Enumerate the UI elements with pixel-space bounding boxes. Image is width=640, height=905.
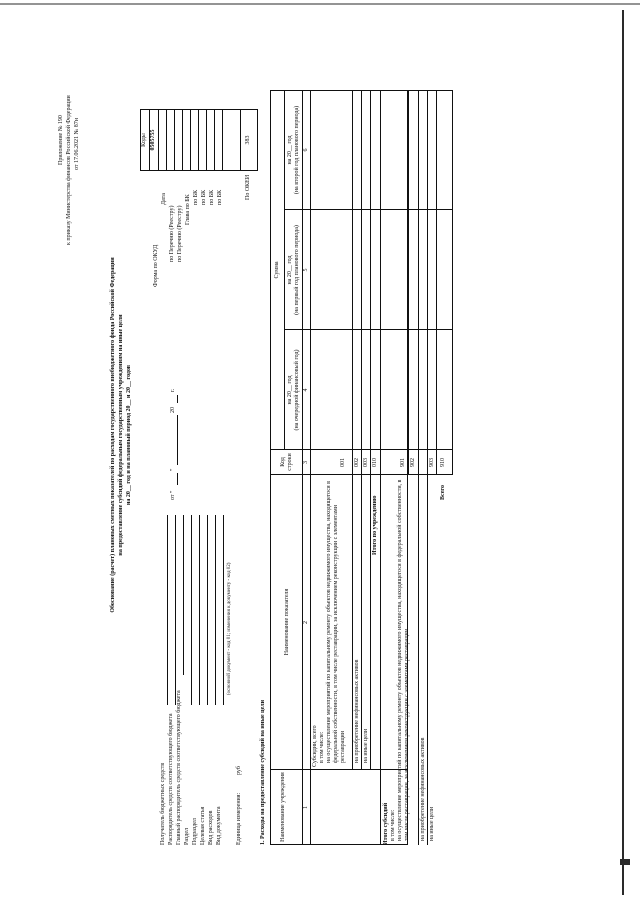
okud-label: Форма по ОКУД — [153, 244, 159, 287]
row-itogo-institution: Итого по учреждению — [372, 495, 378, 555]
date-suffix: г. — [170, 388, 176, 392]
order-line: к приказу Министерства финансов Российской Федерации — [66, 95, 72, 245]
code-903: 903 — [429, 458, 435, 467]
field-document-type: Вид документа — [216, 806, 222, 845]
field-distributor: Распорядитель средств соответствующего бюджета — [168, 713, 174, 845]
col-code: Код строки — [280, 453, 293, 471]
code-010: 010 — [372, 458, 378, 467]
date-code-label: Дата — [161, 193, 167, 205]
form-title-line3: на 20__ год и на плановый период 20__ и 20__ годов — [126, 364, 132, 506]
totals-table — [408, 90, 453, 475]
code-902: 902 — [410, 458, 416, 467]
bk-label-2: по БК — [201, 189, 207, 205]
num-col-2: 2 — [303, 621, 309, 624]
okei-label: По ОКЕИ — [245, 174, 251, 200]
col-institution: Наименование учреждения — [280, 772, 286, 842]
glava-label: Глава по БК — [185, 194, 191, 225]
okei-value: 383 — [245, 135, 251, 145]
col-year3: на 20__ год — [287, 135, 293, 165]
date-day-line — [177, 473, 178, 485]
section-1-title: 1. Расходы на предоставление субсидий на иные цели — [260, 699, 266, 845]
form-title-line2: на предоставление субсидий федеральным государственным учреждениям на иные цели — [118, 314, 124, 556]
field-recipient: Получатель бюджетных средств — [160, 762, 166, 845]
col-sum: Сумма — [274, 261, 280, 279]
field-expense-type: Вид расходов — [208, 810, 214, 845]
row-subsidies-total: Субсидии, всего — [312, 725, 318, 767]
field-main-distributor: Главный распорядитель средств соответствующего бюджета — [176, 690, 182, 845]
num-col-5: 5 — [303, 268, 309, 272]
field-target-article: Целевая статья — [200, 806, 206, 845]
num-col-3: 3 — [303, 461, 309, 464]
unit-label: Единица измерения: — [236, 792, 242, 845]
scan-mark — [620, 859, 630, 865]
perechen-label-2: по Перечню (Реестру) — [177, 205, 183, 262]
num-col-1: 1 — [303, 806, 309, 809]
date-mid: " — [170, 468, 176, 471]
num-col-4: 4 — [303, 388, 309, 392]
totals-capital-repair: на осуществление мероприятий по капитальному ремонту объектов недвижимого имущества, находящегося в федеральной собственности, в том числе реставрации, за исключением реконструкции с элементами реставрации — [397, 479, 410, 841]
date-prefix: от " — [170, 490, 176, 500]
unit-value: руб — [236, 766, 242, 775]
code-003: 003 — [363, 458, 369, 467]
codes-header: Коды — [141, 133, 147, 147]
col-indicator: Наименование показателя — [284, 588, 290, 656]
okud-value: 0505755 — [150, 129, 156, 151]
col-year2-note: (на первый год планового периода) — [294, 225, 300, 315]
scan-edge-right — [0, 3, 640, 5]
code-001: 001 — [340, 458, 346, 467]
code-002: 002 — [354, 458, 360, 467]
vsego-label: Всего — [440, 485, 446, 500]
date-year: 20 — [170, 407, 176, 413]
field-section: Раздел — [184, 828, 190, 845]
bk-label-4: по БК — [217, 189, 223, 205]
code-901: 901 — [400, 458, 406, 467]
form-title-line1: Обоснование (расчет) плановых сметных показателей по расходам государственного внебюджетного фонда Российской Федерации — [110, 257, 116, 613]
field-subsection: Подраздел — [192, 818, 198, 845]
date-year-line — [177, 395, 178, 403]
scan-edge-line — [622, 10, 624, 895]
totals-other: на иные цели — [429, 806, 435, 841]
appendix-number: Приложение № 190 — [58, 115, 64, 165]
col-year2: на 20__ год — [287, 255, 293, 285]
doc-type-note: (основной документ - код 01; изменения к документу - код 02) — [227, 562, 232, 695]
perechen-label-1: по Перечню (Реестру) — [169, 205, 175, 262]
col-year1: на 20__ год — [287, 375, 293, 405]
row-nonfinancial: на приобретение нефинансовых активов — [354, 659, 360, 763]
num-col-6: 6 — [303, 148, 309, 152]
row-capital-repair: на осуществление мероприятий по капитальному ремонту объектов недвижимого имущества, находящегося в федеральной собственности, в том числе реставрации, за исключением реконструкции с элементами реставрации — [326, 481, 346, 763]
bk-label-1: по БК — [193, 189, 199, 205]
totals-including: в том числе: — [390, 809, 396, 841]
col-year3-note: (на второй год планового периода) — [294, 105, 300, 195]
row-other: на иные цели — [363, 728, 369, 763]
code-910: 910 — [440, 458, 446, 467]
totals-title: Итого субсидий — [383, 802, 389, 845]
bk-label-3: по БК — [209, 189, 215, 205]
row-including: в том числе: — [319, 731, 325, 763]
date-month-line — [177, 415, 178, 465]
col-year1-note: (на очередной финансовый год) — [294, 349, 300, 431]
order-date: от 17.06.2021 № 87н — [74, 118, 80, 170]
totals-nonfinancial: на приобретение нефинансовых активов — [420, 737, 426, 841]
